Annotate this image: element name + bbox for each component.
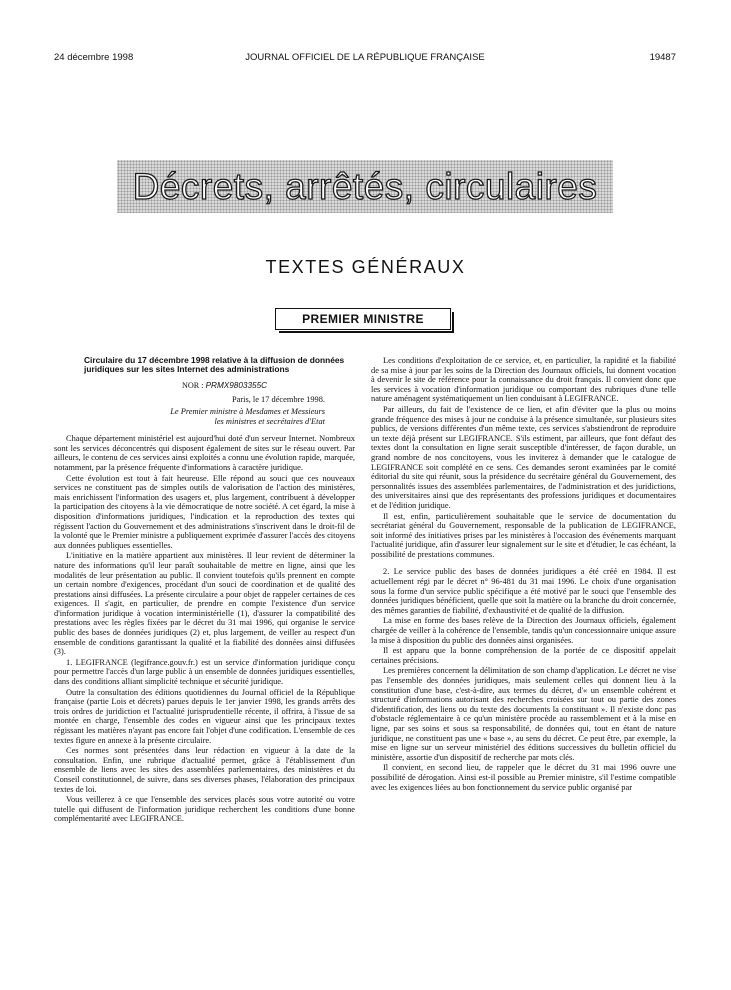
circular-title: Circulaire du 17 décembre 1998 relative à la diffusion de données juridiques sur les sites Internet des administrations xyxy=(84,355,345,375)
banner-title: Décrets, arrêtés, circulaires xyxy=(132,165,598,207)
section-title: TEXTES GÉNÉRAUX xyxy=(265,257,466,277)
nor-label: NOR : xyxy=(181,380,204,390)
place-date: Paris, le 17 décembre 1998. xyxy=(231,395,325,405)
addressee-line: Le Premier ministre à Mesdames et Messieurs xyxy=(170,407,325,416)
paragraph: Il est apparu que la bonne compréhension de la portée de ce dispositif appelait certaines précisions. xyxy=(371,646,676,665)
publication-name: JOURNAL OFFICIEL DE LA RÉPUBLIQUE FRANÇAISE xyxy=(245,52,485,63)
paragraph: Il convient, en second lieu, de rappeler que le décret du 31 mai 1996 ouvre une possibilité de dérogation. Ainsi est-il possible au Premier ministre, s'il l'estime compatible avec les exigences liées au bon fonctionnement du service public organisé par xyxy=(371,763,676,792)
addressee xyxy=(54,407,355,426)
paragraph: Par ailleurs, du fait de l'existence de ce lien, et afin d'éviter que la plus ou moins grande fréquence des mises à jour ne conduise à la présence simultanée, sur plusieurs sites publics, de versions différentes d'un même texte, ces services s'abstiendront de reproduire un texte déjà présent sur LEGIFRANCE. S'ils estiment, par ailleurs, que font défaut des textes dont la consultation en ligne serait susceptible d'intéresser, de façon durable, un grand nombre de nos concitoyens, vous les inviterez à demander que le catalogue de LEGIFRANCE soit complété en ce sens. Ces demandes seront examinées par le comité éditorial du site qui réunit, sous la présidence du secrétaire général du Gouvernement, des personnalités issues des assemblées parlementaires, de l'administration et des juridictions, des universitaires ainsi que des représentants des professions juridiques et documentaires et de l'édition juridique. xyxy=(371,404,676,510)
addressee-line: les ministres et secrétaires d'Etat xyxy=(214,416,325,426)
paragraph: Les conditions d'exploitation de ce service, et, en particulier, la rapidité et la fiabilité de sa mise à jour par les soins de la Direction des Journaux officiels, lui donnent vocation à devenir le site de référence pour la connaissance du droit français. Il convient donc que les services à vocation d'information juridique ou comportant des rubriques d'une telle nature aménagent systématiquement un lien conduisant à LEGIFRANCE. xyxy=(371,356,676,404)
paragraph: Outre la consultation des éditions quotidiennes du Journal officiel de la République française (partie Lois et décrets) parues depuis le 1er janvier 1998, les grands arrêts des trois ordres de juridiction et l'actualité jurisprudentielle récente, il offrira, à l'issue de sa montée en charge, l'ensemble des codes en vigueur ainsi que les principaux textes régissant les matières n'ayant pas encore fait l'objet d'une codification. L'ensemble de ces textes figure en annexe à la présente circulaire. xyxy=(54,687,355,745)
paragraph: Ces normes sont présentées dans leur rédaction en vigueur à la date de la consultation. Enfin, une rubrique d'actualité permet, grâce à l'établissement d'un ensemble de liens avec les sites des assemblées parlementaires, des ministères et du Conseil constitutionnel, de suivre, dans ses diverses phases, l'élaboration des principaux textes de loi. xyxy=(54,746,355,794)
page-header xyxy=(54,52,676,66)
issue-date: 24 décembre 1998 xyxy=(54,52,134,63)
right-column xyxy=(371,356,676,793)
nor-code: PRMX9803355C xyxy=(205,380,268,390)
paragraph: L'initiative en la matière appartient aux ministères. Il leur revient de déterminer la nature des informations qu'il leur paraît souhaitable de mettre en ligne, ainsi que les modalités de leur présentation au public. Il convient toutefois qu'ils prennent en compte un certain nombre d'exigences, procédant d'un souci de coordination et de qualité des prestations ainsi diffusées. La présente circulaire a pour objet de rappeler certaines de ces exigences. Il s'agit, en particulier, de prendre en compte l'existence d'un service d'information juridique à vocation interministérielle (1), d'assurer la compatibilité des prestations avec les règles fixées par le décret du 31 mai 1996, qui organise le service public des bases de données juridiques (2) et, plus largement, de veiller au respect d'un ensemble de conditions garantissant la qualité et la fiabilité des données ainsi diffusées (3). xyxy=(54,551,355,657)
nor-reference xyxy=(54,381,355,391)
paragraph: Il est, enfin, particulièrement souhaitable que le service de documentation du secrétariat général du Gouvernement, responsable de la publication de LEGIFRANCE, soit informé des initiatives prises par les ministères à l'occasion des événements marquant l'actualité juridique, afin d'assurer leur signalement sur le site et d'étudier, le cas échéant, la possibilité de prestations communes. xyxy=(371,511,676,559)
paragraph: Vous veillerez à ce que l'ensemble des services placés sous votre autorité ou votre tutelle qui diffusent de l'information juridique recherchent les conditions d'une bonne complémentarité avec LEGIFRANCE. xyxy=(54,795,355,824)
paragraph: 1. LEGIFRANCE (legifrance.gouv.fr.) est un service d'information juridique conçu pour permettre l'accès d'un large public à un ensemble de données juridiques essentielles, dans des conditions alliant simplicité technique et sécurité juridique. xyxy=(54,657,355,687)
ministry-heading: PREMIER MINISTRE xyxy=(275,308,451,330)
page-number: 19487 xyxy=(649,52,676,63)
paragraph: Les premières concernent la délimitation de son champ d'application. Le décret ne vise pas l'ensemble des données juridiques, mais seulement celles qui donnent lieu à la constitution d'une base, c'est-à-dire, aux termes du décret, d'« un ensemble cohérent et structuré d'informations autorisant des recherches croisées sur tout ou partie des zones d'identification, des liens ou du texte des documents la constituant ». Il n'existe donc pas d'obstacle réglementaire à ce qu'un ministère procède au rassemblement et à la mise en ligne, par ses soins et sous sa responsabilité, de données qui, tout en étant de nature juridique, ne constituent pas une « base », au sens du décret. Ce peut être, par exemple, la mise en ligne sur un serveur ministériel des éditions successives du bulletin officiel du ministère, assortie d'un dispositif de recherche par mots clés. xyxy=(371,666,676,762)
left-column xyxy=(54,356,355,825)
paragraph: Cette évolution est tout à fait heureuse. Elle répond au souci que ces nouveaux services ne constituent pas de simples outils de valorisation de l'action des ministères, mais enrichissent l'information des usagers et, plus largement, contribuent à développer la participation des citoyens à la vie démocratique de notre société. A cet égard, la mise à disposition d'informations juridiques, l'indication et la reproduction des textes qui régissent l'action du Gouvernement et des administrations s'inscrivent dans le droit-fil de la volonté que le Premier ministre a publiquement exprimée d'assurer l'accès des citoyens aux données publiques essentielles. xyxy=(54,473,355,550)
paragraph: La mise en forme des bases relève de la Direction des Journaux officiels, également chargée de veiller à la cohérence de l'ensemble, tandis qu'un concessionnaire unique assure la mise à disposition du public des données ainsi organisées. xyxy=(371,616,676,645)
paragraph: Chaque département ministériel est aujourd'hui doté d'un serveur Internet. Nombreux sont les services déconcentrés qui disposent également de sites sur le réseau ouvert. Par ailleurs, le contenu de ces services ainsi exploités a connu une évolution rapide, marquée, notamment, par la présence fréquente d'informations à caractère juridique. xyxy=(54,434,355,472)
paragraph: 2. Le service public des bases de données juridiques a été créé en 1984. Il est actuellement régi par le décret n° 96-481 du 31 mai 1996. Le choix d'une organisation sous la forme d'un service public spécifique a été motivé par le souci que l'ensemble des données juridiques bénéficient, quelle que soit la matière ou la branche du droit concernée, des mêmes garanties de fiabilité, d'exhaustivité et de qualité de la diffusion. xyxy=(371,567,676,615)
